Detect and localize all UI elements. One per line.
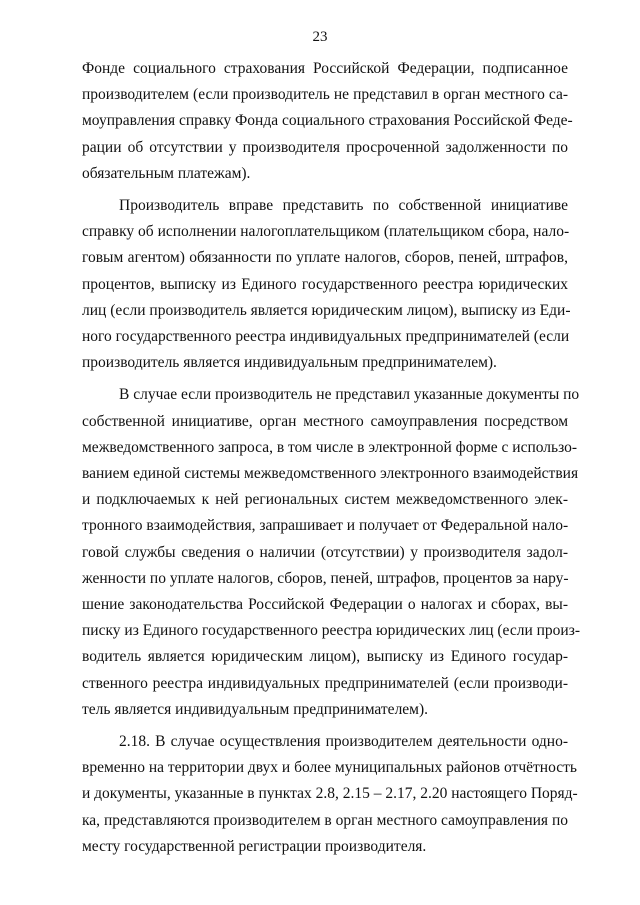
paragraph-optional-documents bbox=[82, 193, 571, 376]
text-line: справку об исполнении налогоплательщиком (плательщиком сбора, нало- bbox=[82, 223, 570, 241]
text-line: и подключаемых к ней региональных систем межведомственного элек- bbox=[82, 491, 568, 509]
text-line: шение законодательства Российской Федерации о налогах и сборах, вы- bbox=[82, 596, 568, 614]
text-line: ного государственного реестра индивидуальных предпринимателей (если bbox=[82, 328, 570, 346]
paragraph-interagency-request bbox=[82, 382, 580, 723]
document-body bbox=[82, 56, 580, 860]
page-number: 23 bbox=[312, 29, 328, 45]
text-line: и документы, указанные в пунктах 2.8, 2.15 – 2.17, 2.20 настоящего Поряд- bbox=[82, 785, 578, 803]
text-line: 2.18. В случае осуществления производителем деятельности одно- bbox=[119, 733, 568, 751]
text-line: моуправления справку Фонда социального страхования Российской Феде- bbox=[82, 112, 573, 130]
text-line: Производитель вправе представить по собственной инициативе bbox=[119, 197, 568, 215]
text-line: рации об отсутствии у производителя просроченной задолженности по bbox=[82, 138, 568, 156]
text-line: процентов, выписку из Единого государственного реестра юридических bbox=[82, 275, 568, 293]
text-line: говым агентом) обязанности по уплате налогов, сборов, пеней, штрафов, bbox=[82, 249, 568, 267]
paragraph-continuation bbox=[82, 56, 573, 187]
text-line: тель является индивидуальным предпринимателем). bbox=[82, 700, 429, 718]
text-line: говой службы сведения о наличии (отсутствии) у производителя задол- bbox=[82, 543, 568, 561]
text-line: ственного реестра индивидуальных предпринимателей (если производи- bbox=[82, 674, 568, 692]
text-line: ванием единой системы межведомственного электронного взаимодействия bbox=[82, 465, 579, 483]
text-line: водитель является юридическим лицом), выписку из Единого государ- bbox=[82, 648, 568, 666]
text-line: межведомственного запроса, в том числе в электронной форме с использо- bbox=[82, 438, 578, 456]
text-line: женности по уплате налогов, сборов, пеней, штрафов, процентов за нару- bbox=[82, 569, 569, 587]
paragraph-clause-2-18 bbox=[82, 729, 578, 860]
text-line: ка, представляются производителем в орган местного самоуправления по bbox=[82, 811, 568, 829]
text-line: временно на территории двух и более муниципальных районов отчётность bbox=[82, 759, 577, 777]
text-line: В случае если производитель не представил указанные документы по bbox=[119, 386, 580, 404]
text-line: обязательным платежам). bbox=[82, 164, 251, 182]
text-line: тронного взаимодействия, запрашивает и получает от Федеральной нало- bbox=[82, 517, 569, 535]
text-line: производитель является индивидуальным предпринимателем). bbox=[82, 354, 497, 372]
text-line: месту государственной регистрации производителя. bbox=[82, 837, 427, 855]
text-line: писку из Единого государственного реестра юридических лиц (если произ- bbox=[82, 622, 580, 640]
text-line: собственной инициативе, орган местного самоуправления посредством bbox=[82, 412, 568, 430]
text-line: Фонде социального страхования Российской Федерации, подписанное bbox=[82, 60, 568, 77]
text-line: производителем (если производитель не представил в орган местного са- bbox=[82, 86, 568, 104]
text-line: лиц (если производитель является юридическим лицом), выписку из Еди- bbox=[82, 301, 571, 319]
